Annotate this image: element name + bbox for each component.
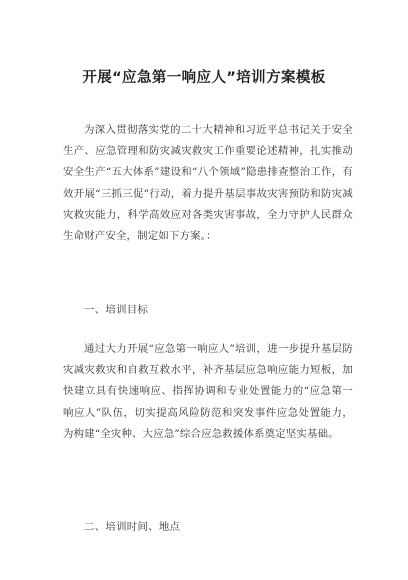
section-heading-time-location: 二、培训时间、地点 — [84, 521, 181, 533]
section-heading-training-goals: 一、培训目标 — [84, 304, 149, 316]
training-goals-paragraph: 通过大力开展“应急第一响应人”培训，进一步提升基层防灾减灾救灾和自救互救水平，补齐基层应急响应能力短板，加快建立具有快速响应、指挥协调和专业处置能力的“应急第一响应人”队伍，切实提高风险防范和突发事件应急处置能力，为构建“全灾种、大应急”综合应急救援体系奠定坚实基础。 — [63, 343, 353, 440]
intro-paragraph: 为深入贯彻落实党的二十大精神和习近平总书记关于安全生产、应急管理和防灾减灾救灾工作重要论述精神，扎实推动安全生产“五大体系”建设和“八个领域”隐患排查整治工作，有效开展“三抓三促”行动，着力提升基层事故灾害预防和防灾减灾救灾能力，科学高效应对各类灾害事故，全力守护人民群众生命财产安全，制定如下方案。： — [63, 124, 353, 243]
document-title: 开展“应急第一响应人”培训方案模板 — [82, 70, 326, 86]
